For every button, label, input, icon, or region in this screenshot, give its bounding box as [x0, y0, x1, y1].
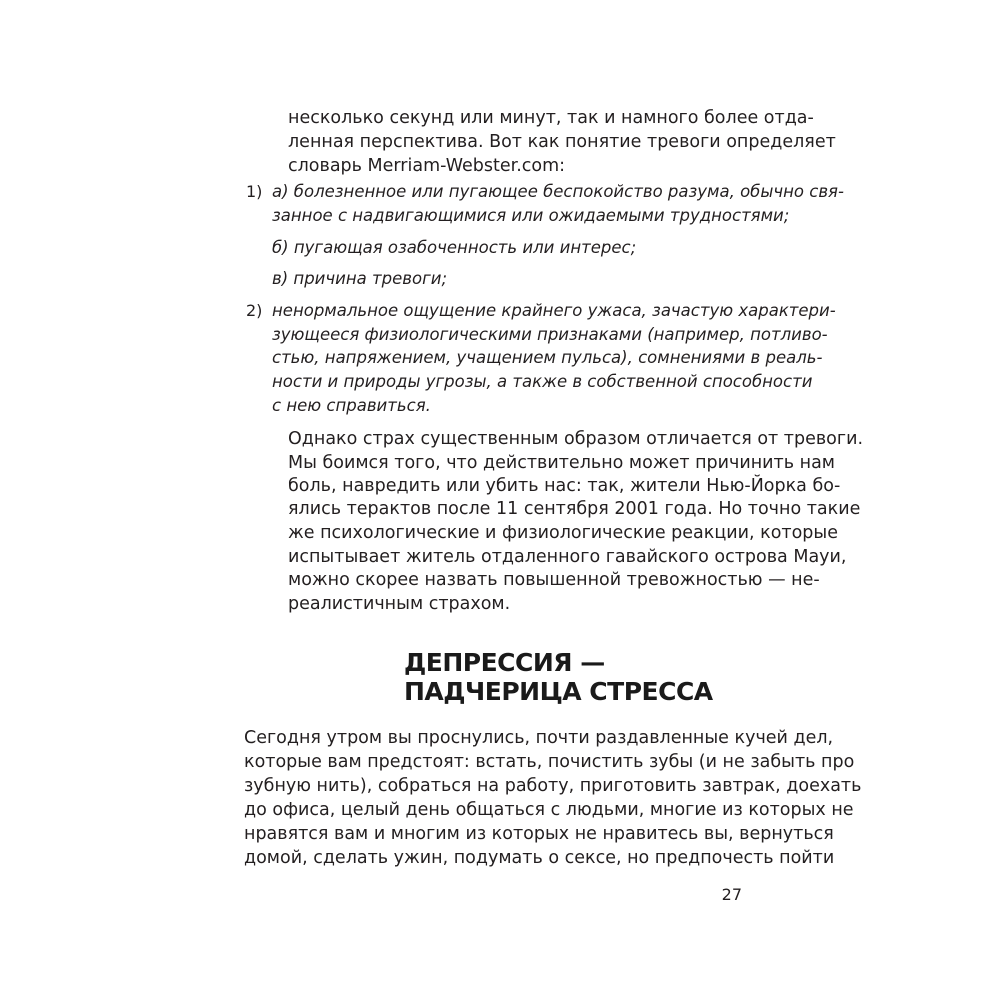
text-line: до офиса, целый день общаться с людьми, многие из которых не — [244, 800, 854, 820]
text-line: словарь Merriam-Webster.com: — [288, 156, 566, 176]
text-line: Однако страх существенным образом отличается от тревоги. — [288, 429, 864, 449]
definition-line: а) болезненное или пугающее беспокойство разума, обычно свя- — [272, 182, 844, 201]
definition-line: с нею справиться. — [272, 396, 431, 415]
definition-line: зующееся физиологическими признаками (например, потливо- — [272, 325, 828, 344]
definition-line: б) пугающая озабоченность или интерес; — [272, 238, 637, 257]
definition-line: ности и природы угрозы, а также в собственной способности — [272, 372, 813, 391]
page-number: 27 — [721, 885, 742, 904]
text-line: реалистичным страхом. — [288, 594, 511, 614]
definition-line: занное с надвигающимися или ожидаемыми трудностями; — [272, 206, 790, 225]
text-line: зубную нить), собраться на работу, приготовить завтрак, доехать — [244, 776, 862, 796]
text-line: Мы боимся того, что действительно может причинить нам — [288, 453, 835, 473]
text-line: нравятся вам и многим из которых не нравитесь вы, вернуться — [244, 824, 834, 844]
text-line: можно скорее назвать повышенной тревожностью — не- — [288, 570, 820, 590]
definition-line: в) причина тревоги; — [272, 269, 448, 288]
text-line: Сегодня утром вы проснулись, почти раздавленные кучей дел, — [244, 728, 834, 748]
definition-line: стью, напряжением, учащением пульса), сомнениями в реаль- — [272, 348, 823, 367]
section-heading-line: ДЕПРЕССИЯ — — [404, 648, 605, 677]
text-line: которые вам предстоят: встать, почистить зубы (и не забыть про — [244, 752, 855, 772]
text-line: домой, сделать ужин, подумать о сексе, но предпочесть пойти — [244, 848, 835, 868]
section-heading-line: ПАДЧЕРИЦА СТРЕССА — [404, 677, 713, 706]
definition-line: ненормальное ощущение крайнего ужаса, зачастую характери- — [272, 301, 836, 320]
definition-number: 2) — [246, 301, 263, 320]
text-line: несколько секунд или минут, так и намного более отда- — [288, 108, 814, 128]
text-line: боль, навредить или убить нас: так, жители Нью-Йорка бо- — [288, 476, 841, 496]
definition-number: 1) — [246, 182, 263, 201]
text-line: же психологические и физиологические реакции, которые — [288, 523, 838, 543]
text-line: ялись терактов после 11 сентября 2001 года. Но точно такие — [288, 499, 861, 519]
text-line: испытывает житель отдаленного гавайского острова Мауи, — [288, 547, 847, 567]
text-line: ленная перспектива. Вот как понятие тревоги определяет — [288, 132, 836, 152]
